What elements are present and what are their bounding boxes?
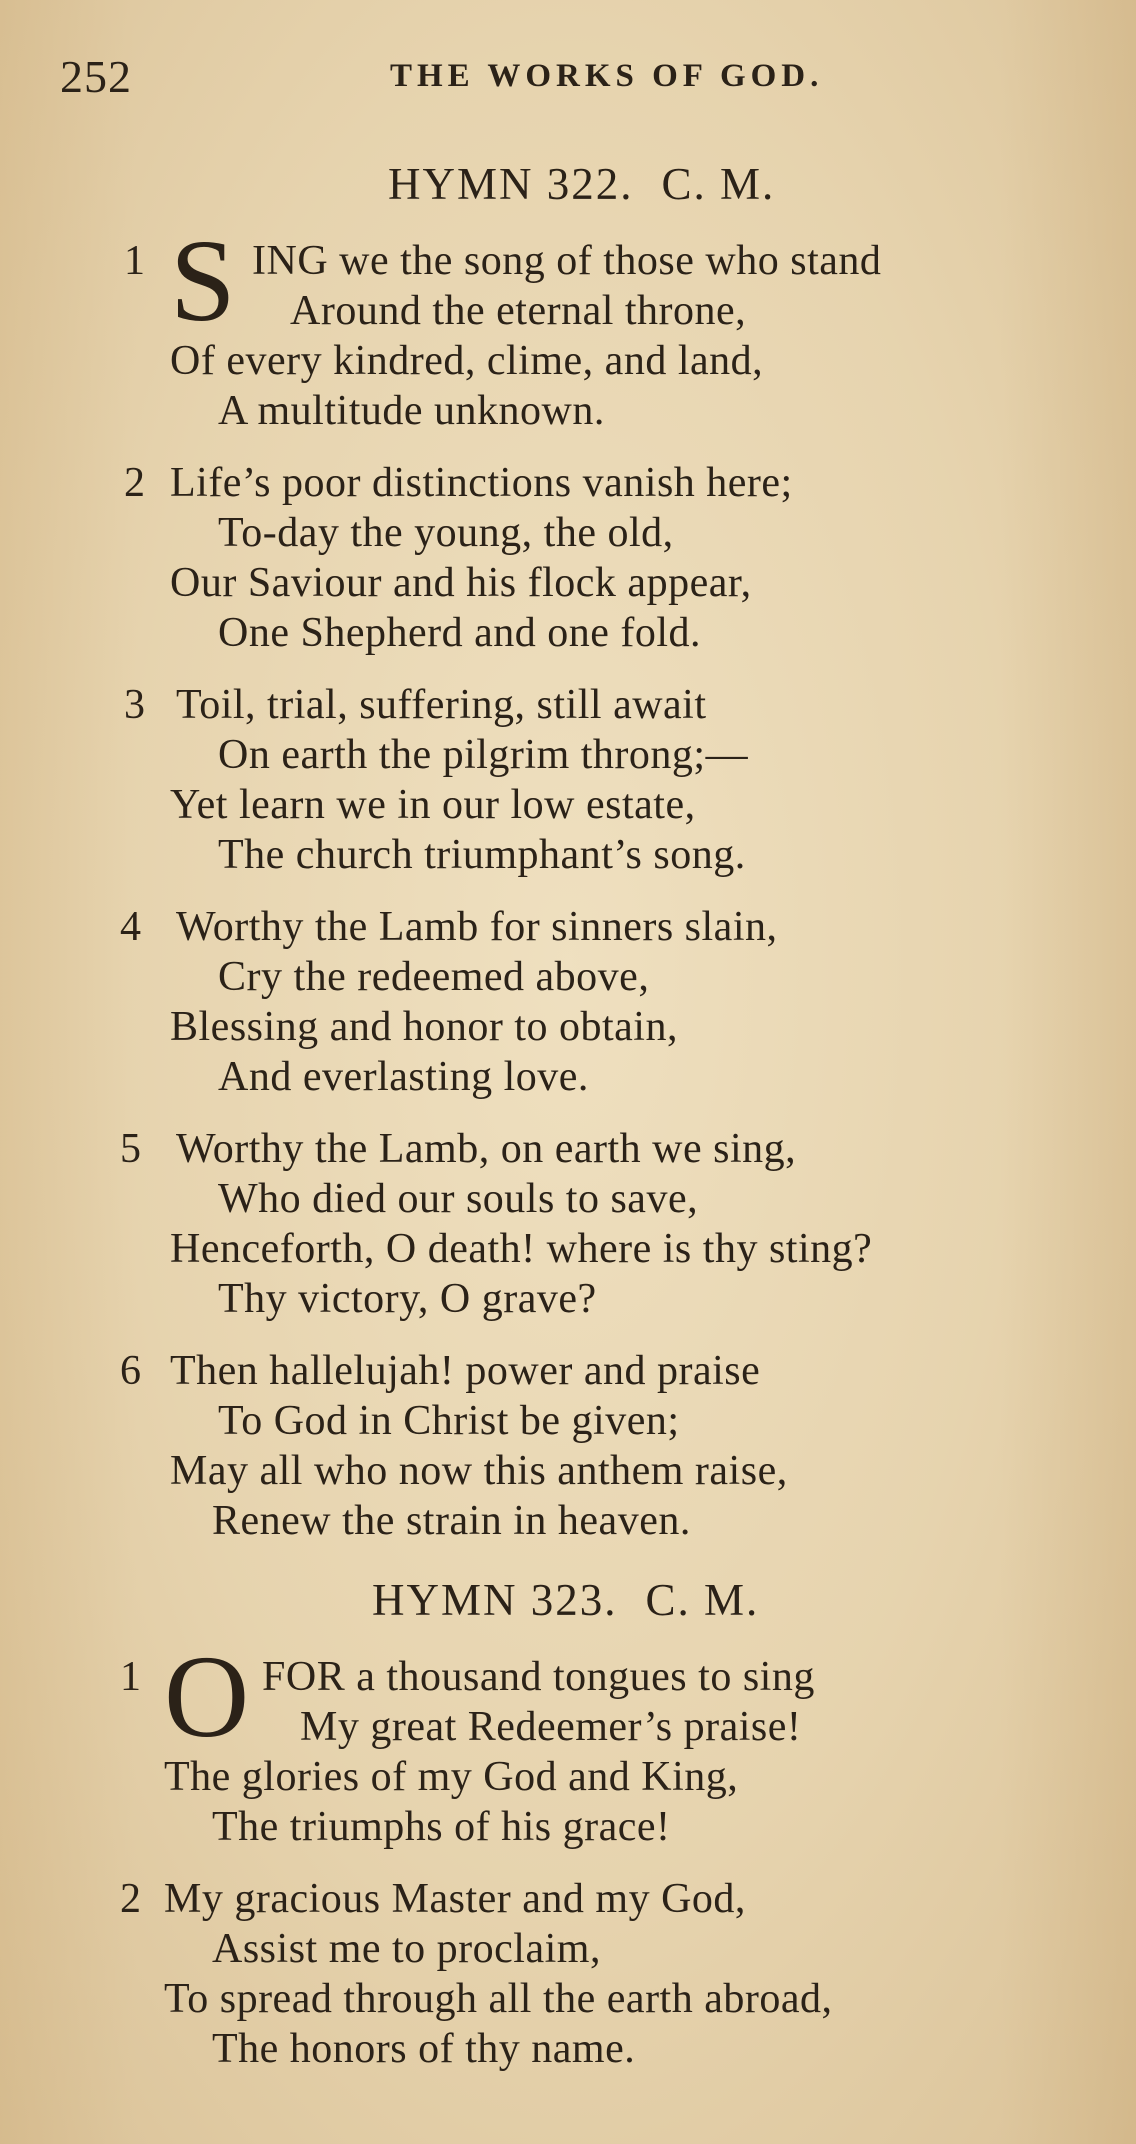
running-head: [60, 50, 1080, 110]
verse-line: Thy victory, O grave?: [218, 1276, 597, 1322]
verse-line: Toil, trial, suffering, still await: [176, 682, 707, 728]
drop-cap: O: [164, 1631, 250, 1762]
verse-line: Worthy the Lamb, on earth we sing,: [176, 1126, 797, 1172]
verse-line: Around the eternal throne,: [290, 288, 747, 334]
verse-number: 6: [120, 1348, 141, 1394]
page-number: 252: [60, 51, 132, 102]
verse-number: 2: [124, 460, 145, 506]
verse-line: Then hallelujah! power and praise: [170, 1348, 761, 1394]
drop-cap: S: [170, 215, 236, 346]
verse-number: 4: [120, 904, 141, 950]
verse-line: And everlasting love.: [218, 1054, 589, 1100]
verse-line: Who died our souls to save,: [218, 1176, 699, 1222]
verse-line: Blessing and honor to obtain,: [170, 1004, 678, 1050]
verse-line: A multitude unknown.: [218, 388, 605, 434]
verse-number: 3: [124, 682, 145, 728]
verse-line: Henceforth, O death! where is thy sting?: [170, 1226, 873, 1272]
hymn-meter: C. M.: [645, 1575, 760, 1625]
verse-line: May all who now this anthem raise,: [170, 1448, 788, 1494]
verse-line: To spread through all the earth abroad,: [164, 1976, 833, 2022]
verse-line: Yet learn we in our low estate,: [170, 782, 696, 828]
verse-line: To God in Christ be given;: [218, 1398, 680, 1444]
hymn-number: HYMN 322.: [388, 159, 634, 209]
verse-line: To-day the young, the old,: [218, 510, 674, 556]
verse-line: Our Saviour and his flock appear,: [170, 560, 752, 606]
verse-number: 1: [124, 238, 145, 284]
verse-line: The honors of thy name.: [212, 2026, 636, 2072]
verse-line: ING we the song of those who stand: [252, 238, 882, 284]
verse-line: My great Redeemer’s praise!: [300, 1704, 802, 1750]
verse-number: 1: [120, 1654, 141, 1700]
verse-number: 5: [120, 1126, 141, 1172]
verse-line: Of every kindred, clime, and land,: [170, 338, 764, 384]
verse-line: On earth the pilgrim throng;—: [218, 732, 749, 778]
verse-line: Worthy the Lamb for sinners slain,: [176, 904, 778, 950]
hymn-322-title: [388, 158, 775, 210]
verse-line: FOR a thousand tongues to sing: [262, 1654, 815, 1700]
verse-line: One Shepherd and one fold.: [218, 610, 702, 656]
verse-line: Renew the strain in heaven.: [212, 1498, 691, 1544]
hymn-323-title: [372, 1574, 759, 1626]
verse-line: Cry the redeemed above,: [218, 954, 650, 1000]
verse-line: My gracious Master and my God,: [164, 1876, 746, 1922]
hymn-meter: C. M.: [661, 159, 776, 209]
verse-line: The church triumphant’s song.: [218, 832, 746, 878]
running-title: THE WORKS OF GOD.: [390, 58, 824, 94]
verse-line: The triumphs of his grace!: [212, 1804, 671, 1850]
verse-line: The glories of my God and King,: [164, 1754, 739, 1800]
verse-number: 2: [120, 1876, 141, 1922]
verse-line: Life’s poor distinctions vanish here;: [170, 460, 793, 506]
verse-line: Assist me to proclaim,: [212, 1926, 601, 1972]
hymn-number: HYMN 323.: [372, 1575, 618, 1625]
